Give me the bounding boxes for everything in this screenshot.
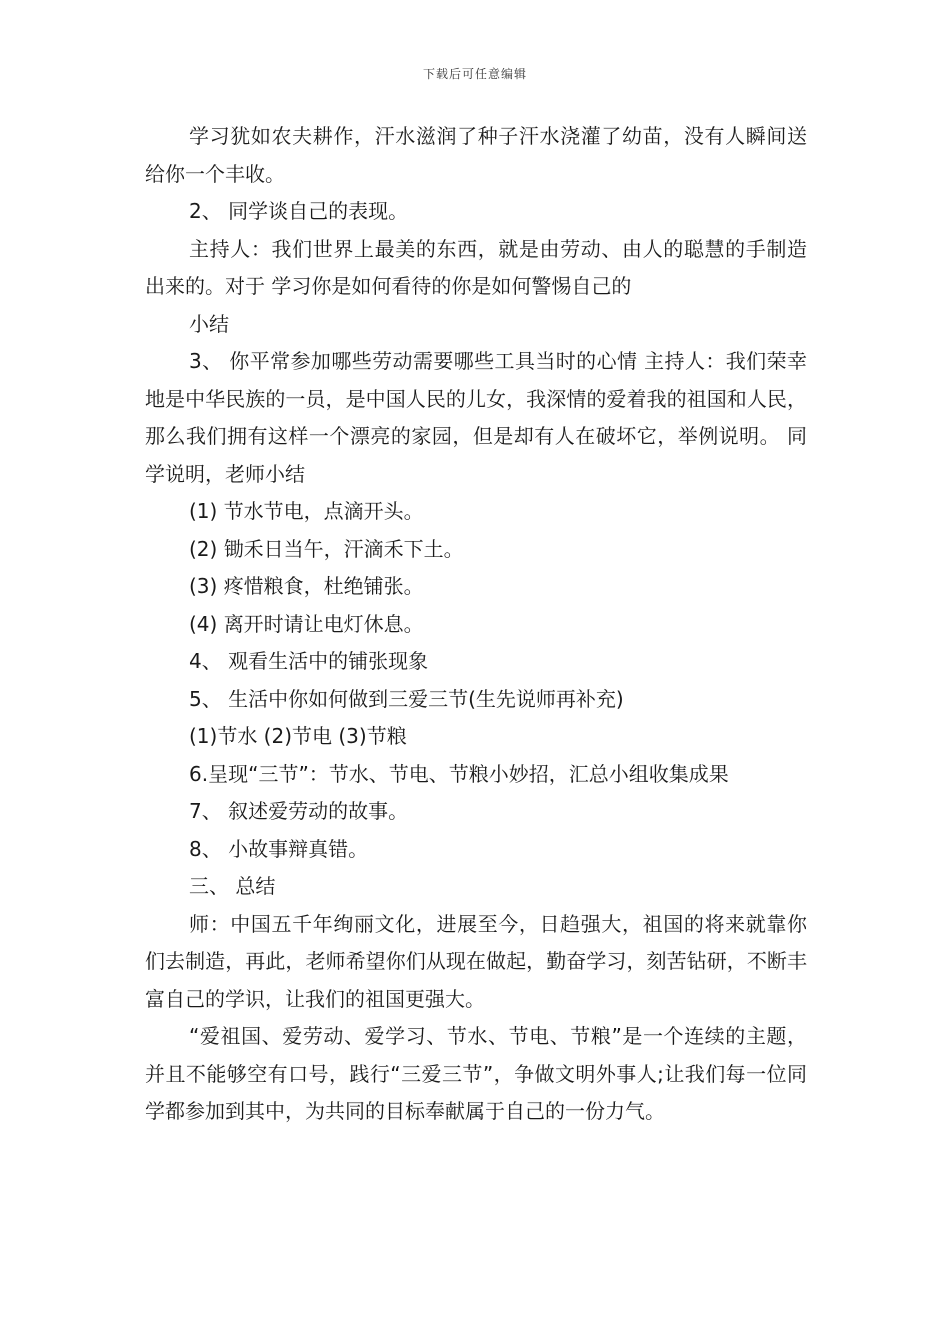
paragraph-item-3: 3、 你平常参加哪些劳动需要哪些工具当时的心情 主持人：我们荣幸地是中华民族的一员，是中国人民的儿女，我深情的爱着我的祖国和人民，那么我们拥有这样一个漂亮的家园，但是却有人在破坏它，举例说明。 同学说明，老师小结 [145,349,807,486]
list-item-3: (3) 疼惜粮食，杜绝铺张。 [189,574,424,598]
paragraph-item-6: 6.呈现“三节”：节水、节电、节粮小妙招，汇总小组收集成果 [189,761,729,786]
paragraph-item-8: 8、 小故事辩真错。 [189,836,369,861]
paragraph-host-1: 主持人：我们世界上最美的东西，就是由劳动、由人的聪慧的手制造出来的。对于 学习你是如何看待的你是如何警惕自己的 [145,236,807,298]
paragraph-item-7: 7、 叙述爱劳动的故事。 [189,799,409,823]
paragraph-item-5: 5、 生活中你如何做到三爱三节(生先说师再补充) [189,686,624,711]
paragraph-three-savings: (1)节水 (2)节电 (3)节粮 [189,724,407,748]
paragraph-item-2: 2、 同学谈自己的表现。 [189,199,409,223]
paragraph-teacher: 师：中国五千年绚丽文化，进展至今，日趋强大，祖国的将来就靠你们去制造，再此，老师希望你们从现在做起，勤奋学习，刻苦钻研，不断丰富自己的学识，让我们的祖国更强大。 [145,911,807,1011]
document-body [145,118,807,1131]
paragraph-closing: “爱祖国、爱劳动、爱学习、节水、节电、节粮”是一个连续的主题，并且不能够空有口号，践行“三爱三节”，争做文明外事人;让我们每一位同学都参加到其中，为共同的目标奉献属于自己的一份力气。 [145,1024,807,1123]
paragraph-summary: 小结 [189,311,229,336]
paragraph-item-4: 4、 观看生活中的铺张现象 [189,649,429,673]
page-header-note: 下载后可任意编辑 [422,67,527,81]
list-item-4: (4) 离开时请让电灯休息。 [189,611,424,636]
paragraph-intro: 学习犹如农夫耕作，汗水滋润了种子汗水浇灌了幼苗，没有人瞬间送给你一个丰收。 [145,124,807,186]
list-item-1: (1) 节水节电，点滴开头。 [189,499,424,523]
list-item-2: (2) 锄禾日当午，汗滴禾下土。 [189,536,464,561]
section-heading-summary: 三、 总结 [189,874,276,898]
